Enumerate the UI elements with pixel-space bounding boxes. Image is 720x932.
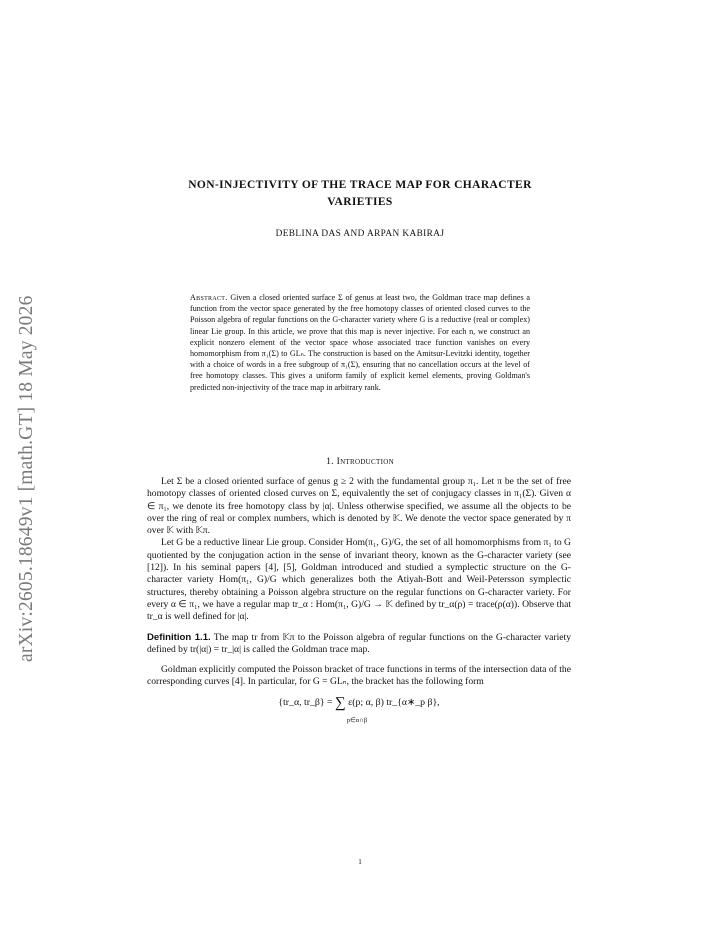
authors: DEBLINA DAS AND ARPAN KABIRAJ bbox=[275, 229, 445, 239]
title-line-2: VARIETIES bbox=[327, 196, 393, 208]
abstract-heading: Abstract. bbox=[190, 293, 228, 302]
arxiv-identifier: arXiv:2605.18649v1 [math.GT] 18 May 2026 bbox=[16, 295, 37, 662]
formula-lhs: {tr_α, tr_β} = bbox=[278, 696, 333, 708]
definition-text: The map tr from 𝕂π to the Poisson algebra of regular functions on the G-character variety defined by tr(|α|) = tr_|α| is called the Goldman trace map. bbox=[147, 631, 571, 655]
sum-symbol: ∑ bbox=[334, 694, 346, 711]
definition-1-1 bbox=[147, 632, 571, 657]
formula-rhs: ε(p; α, β) tr_{α∗_p β}, bbox=[348, 696, 440, 708]
section-heading: 1. Introduction bbox=[326, 456, 394, 467]
paragraph-2: Let G be a reductive linear Lie group. Consider Hom(π₁, G)/G, the set of all homomorphisms from π₁ to G quotiented by the conjugation action in the sense of invariant theory, known as the G-character variety (see [12]). In his seminal papers [4], [5], Goldman introduced and studied a symplectic structure on the G-character variety Hom(π₁, G)/G which generalizes both the Atiyah-Bott and Weil-Petersson symplectic structures, thereby obtaining a Poisson algebra structure on the regular functions on G-character variety. For every α ∈ π₁, we have a regular map tr_α : Hom(π₁, G)/G → 𝕂 defined by tr_α(ρ) = trace(ρ(α)). Observe that tr_α is well defined for |α|. bbox=[147, 537, 571, 623]
paragraph-3: Goldman explicitly computed the Poisson bracket of trace functions in terms of the intersection data of the corresponding curves [4]. In particular, for G = GLₙ, the bracket has the following form bbox=[147, 664, 571, 688]
definition-heading: Definition 1.1. bbox=[147, 631, 211, 643]
poisson-bracket-formula bbox=[147, 694, 571, 725]
page-number: 1 bbox=[358, 857, 362, 866]
paper-title bbox=[140, 177, 580, 211]
abstract-text: Given a closed oriented surface Σ of genus at least two, the Goldman trace map defines a function from the vector space generated by the free homotopy classes of oriented closed curves to the Poisson algebra of regular functions on the G-character variety where G is a reductive (real or complex) linear Lie group. In this article, we prove that this map is never injective. For each n, we construct an explicit nonzero element of the vector space whose associated trace function vanishes on every homomorphism from π₁(Σ) to GLₙ. The construction is based on the Amitsur-Levitzki identity, together with a choice of words in a free subgroup of π₁(Σ), ensuring that no cancellation occurs at the level of free homotopy classes. This gives a uniform family of explicit kernel elements, proving Goldman's predicted non-injectivity of the trace map in arbitrary rank. bbox=[190, 293, 530, 392]
paragraph-1: Let Σ be a closed oriented surface of genus g ≥ 2 with the fundamental group π₁. Let π be the set of free homotopy classes of oriented closed curves on Σ, equivalently the set of conjugacy classes in π₁(Σ). Given α ∈ π₁, we denote its free homotopy class by |α|. Unless otherwise specified, we assume all the objects to be over the ring of real or complex numbers, which is denoted by 𝕂. We denote the vector space generated by π over 𝕂 with 𝕂π. bbox=[147, 476, 571, 537]
body-text bbox=[147, 476, 571, 725]
title-line-1: NON-INJECTIVITY OF THE TRACE MAP FOR CHARACTER bbox=[188, 179, 532, 191]
abstract bbox=[190, 292, 530, 393]
sum-index: p∈α∩β bbox=[346, 716, 368, 724]
